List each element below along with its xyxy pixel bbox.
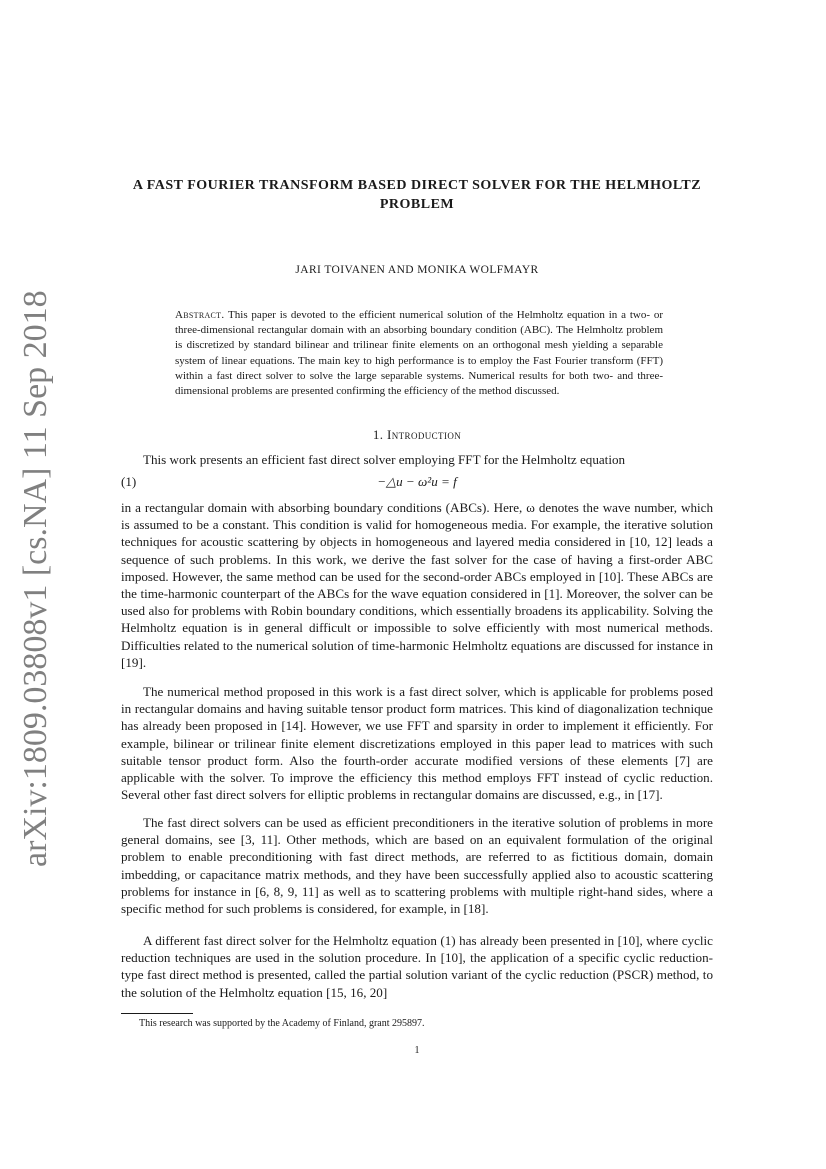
page-number: 1	[414, 1045, 420, 1056]
paragraph: in a rectangular domain with absorbing boundary conditions (ABCs). Here, ω denotes the wave number, which is assumed to be a constant. This condition is valid for homogeneous media. For example, the iterative solution techniques for acoustic scattering by objects in homogeneous and layered media considered in [10, 12] leads a sequence of such problems. In this work, we derive the fast solver for the case of having a first-order ABC imposed. However, the same method can be used for the second-order ABCs employed in [10]. These ABCs are the time-harmonic counterpart of the ABCs for the wave equation considered in [1]. Moreover, the solver can be used also for problems with Robin boundary conditions, which essentially broadens its applicability. Solving the Helmholtz equation is in general difficult or impossible to solve efficiently with most numerical methods. Difficulties related to the numerical solution of time-harmonic Helmholtz equations are discussed for instance in [19].	[121, 500, 713, 670]
abstract-label: Abstract.	[175, 309, 225, 321]
section-heading: 1. Introduction	[372, 427, 462, 442]
paper-title: A FAST FOURIER TRANSFORM BASED DIRECT SOLVER FOR THE HELMHOLTZ PROBLEM	[132, 178, 702, 212]
footnote: This research was supported by the Academy of Finland, grant 295897.	[139, 1018, 425, 1029]
intro-sentence: This work presents an efficient fast direct solver employing FFT for the Helmholtz equation	[143, 452, 626, 467]
abstract-text: This paper is devoted to the efficient numerical solution of the Helmholtz equation in a two- or three-dimensional rectangular domain with an absorbing boundary condition (ABC). The Helmholtz problem is discretized by standard bilinear and trilinear finite elements on an orthogonal mesh yielding a separable system of linear equations. The main key to high performance is to employ the Fast Fourier transform (FFT) within a fast direct solver to solve the large separable systems. Numerical results for both two- and three-dimensional problems are presented confirming the efficiency of the method discussed.	[175, 309, 663, 398]
helmholtz-equation: −△u − ω²u = f	[377, 474, 457, 489]
paragraph: A different fast direct solver for the Helmholtz equation (1) has already been presented in [10], where cyclic reduction techniques are used in the solution procedure. In [10], the application of a specific cyclic reduction-type fast direct method is presented, called the partial solution variant of the cyclic reduction (PSCR) method, to the solution of the Helmholtz equation [15, 16, 20]	[121, 933, 713, 1000]
abstract	[175, 308, 663, 399]
equation-number: (1)	[121, 474, 137, 489]
authors: JARI TOIVANEN AND MONIKA WOLFMAYR	[295, 264, 539, 276]
footnote-rule	[121, 1013, 193, 1014]
paragraph: The fast direct solvers can be used as efficient preconditioners in the iterative solution of problems in more general domains, see [3, 11]. Other methods, which are based on an equivalent formulation of the original problem to enable preconditioning with fast direct methods, are referred to as fictitious domain, domain imbedding, or capacitance matrix methods, and they have been successfully applied also to acoustic scattering problems for instance in [6, 8, 9, 11] as well as to scattering problems with multiple right-hand sides, where a specific method for such problems is considered, for example, in [18].	[121, 815, 713, 917]
paragraph: The numerical method proposed in this work is a fast direct solver, which is applicable for problems posed in rectangular domains and having suitable tensor product form matrices. This kind of diagonalization technique has already been proposed in [14]. However, we use FFT and sparsity in order to implement it efficiently. For example, bilinear or trilinear finite element discretizations employed in this paper lead to matrices with such suitable tensor product form. Also the fourth-order accurate modified versions of these elements [7] are applicable with the solver. To improve the efficiency this method employs FFT instead of cyclic reduction. Several other fast direct solvers for elliptic problems in rectangular domains are discussed, e.g., in [17].	[121, 684, 713, 803]
arxiv-stamp: arXiv:1809.03808v1 [cs.NA] 11 Sep 2018	[17, 290, 54, 868]
equation-row	[121, 474, 713, 494]
